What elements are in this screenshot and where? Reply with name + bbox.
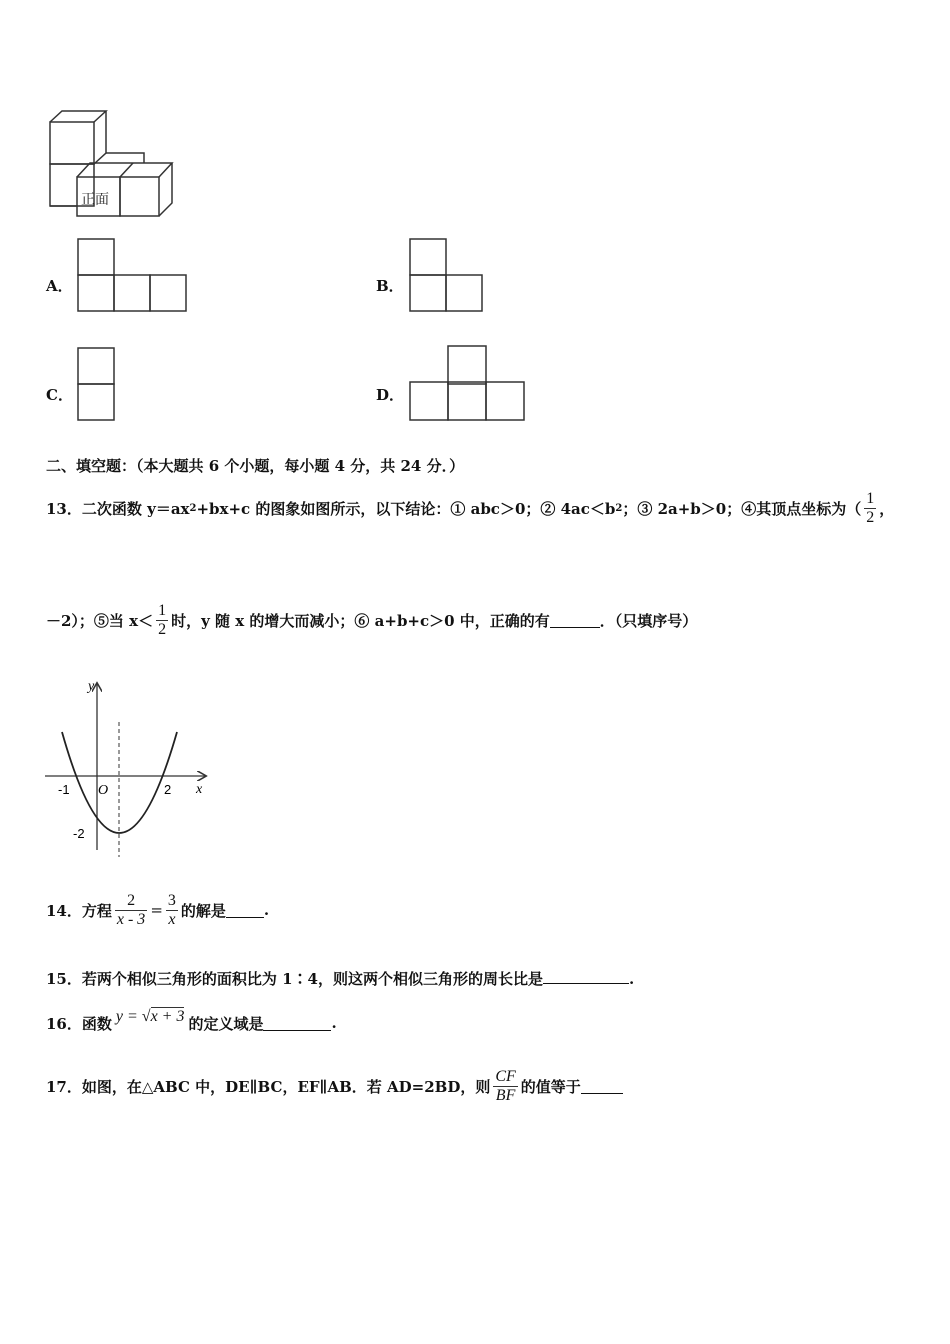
q17-frac-den: BF [493,1086,517,1105]
q13-part4: ， [879,499,895,518]
tick-neg2: -2 [73,826,85,841]
q14-prefix: 14．方程 [46,901,112,920]
q17-answer-blank[interactable] [581,1079,623,1094]
q14-frac1-num: 2 [127,891,136,909]
option-b-label: B． [376,277,404,295]
option-d-label: D． [376,386,405,404]
option-c-figure [76,346,118,422]
q13-line2-b: 时，y 随 x 的增大而减小；⑥ a+b+c＞0 中，正确的有 [171,611,550,630]
y-axis-label: y [88,679,95,694]
q13-sup: 2 [189,502,197,514]
q16-prefix: 16．函数 [46,1014,112,1033]
option-c-label: C． [46,386,73,404]
q13-part2: +bx+c 的图象如图所示，以下结论：① abc＞0；② 4ac＜b [196,499,616,518]
q14-frac2-den: x [166,910,178,929]
q14-eq: = [150,901,163,919]
option-d-figure [408,344,526,422]
q13-line2-c: ．（只填序号） [599,611,698,630]
q16-end: . [331,1014,337,1032]
q14-fraction-2 [166,892,178,928]
x-axis-label: x [196,782,203,797]
question-14 [46,882,269,938]
parabola-curve [62,732,177,833]
q13-part3: ；③ 2a+b＞0；④其顶点坐标为（ [622,499,862,518]
q17-prefix: 17．如图，在△ABC 中，DE∥BC，EF∥AB．若 AD=2BD，则 [46,1077,491,1096]
q13-line2-a: －2）；⑤当 x＜ [46,611,154,630]
option-b-figure [408,237,486,313]
q14-fraction-1 [115,892,147,928]
q13-part1: 13．二次函数 y＝ax [46,499,190,518]
q13-answer-blank[interactable] [550,613,600,628]
q16-answer-blank[interactable] [263,1016,331,1031]
question-16 [46,1005,337,1041]
q13-sup2: 2 [615,502,623,514]
q15-end: . [628,970,635,988]
question-13-line-1 [46,478,894,538]
q15-answer-blank[interactable] [543,969,629,984]
question-13-line-2 [46,590,697,650]
question-17 [46,1058,623,1114]
q17-suffix: 的值等于 [520,1077,581,1096]
q17-frac-num: CF [495,1067,516,1085]
q13-frac-num: 1 [866,489,875,507]
q14-frac1-den: x - 3 [116,910,146,928]
q14-suffix: 的解是 [180,901,226,920]
cube-stack-figure [44,105,179,220]
q16-formula: y = √x + 3 [115,1008,185,1025]
q16-formula-y: y = [115,1008,142,1025]
q14-answer-blank[interactable] [226,903,264,918]
q13-fraction [864,490,876,526]
q16-formula-radicand: x + 3 [150,1008,185,1025]
section-title: 二、填空题：（本大题共 6 个小题，每小题 4 分，共 24 分．） [46,457,465,475]
q13-frac-den: 2 [866,508,875,526]
parabola-graph [40,672,212,862]
front-label: 正面 [81,191,109,207]
q13-frac2-den: 2 [158,620,167,638]
q13-fraction-2 [156,602,168,638]
q14-frac2-num: 3 [167,891,176,909]
option-a-figure [76,237,188,313]
q14-end: . [263,901,270,919]
question-15 [46,968,634,989]
option-a-label: A． [46,277,73,295]
q16-suffix: 的定义域是 [188,1014,264,1033]
q13-frac2-num: 1 [158,601,167,619]
tick-neg1: -1 [58,782,70,797]
tick-2: 2 [164,782,172,797]
q15-text: 15．若两个相似三角形的面积比为 1∶4，则这两个相似三角形的周长比是 [46,970,543,988]
q17-fraction [493,1068,517,1104]
origin-label: O [98,783,109,798]
